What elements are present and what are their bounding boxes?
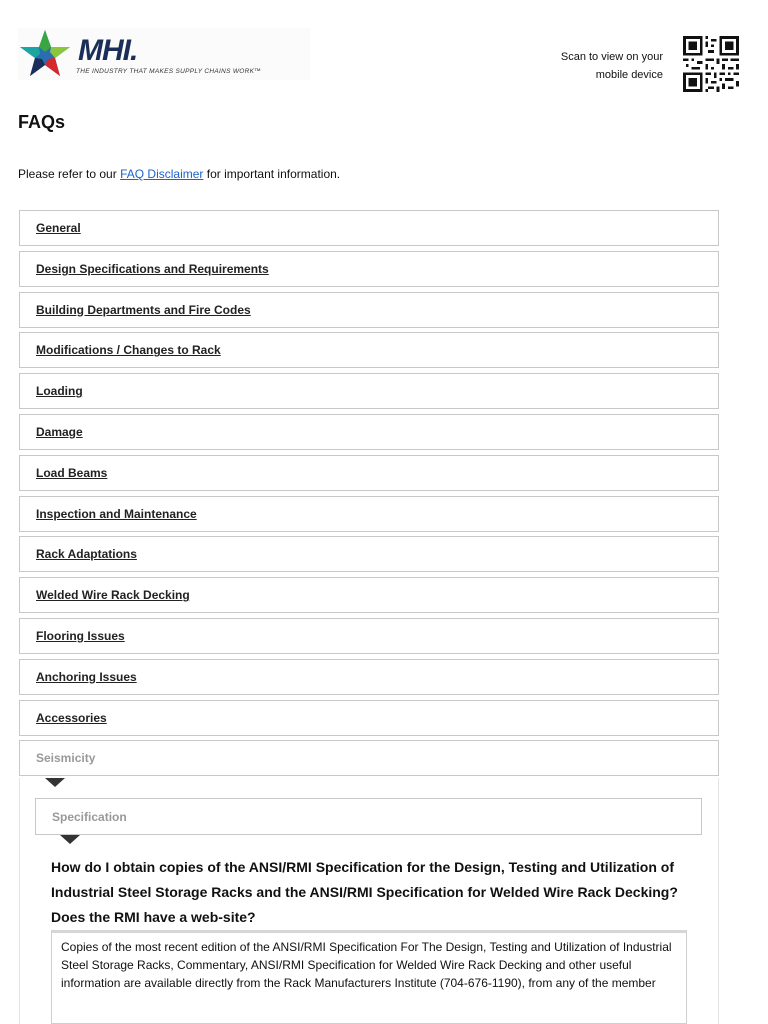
faq-question[interactable]: How do I obtain copies of the ANSI/RMI Specification for the Design, Testing and Utilization of Industrial Steel Storage Racks and the ANSI/RMI Specification for Welded Wire Rack Decking? Does the RMI have a web-site? xyxy=(51,859,678,925)
faq-category-building-departments[interactable] xyxy=(19,292,719,328)
faq-category-loading[interactable] xyxy=(19,373,719,409)
faq-category-seismicity[interactable] xyxy=(19,740,719,776)
faq-category-general[interactable] xyxy=(19,210,719,246)
faq-category-label[interactable]: Rack Adaptations xyxy=(36,547,137,562)
faq-category-label[interactable]: Inspection and Maintenance xyxy=(36,506,197,521)
scan-instructions xyxy=(561,48,663,84)
faq-category-label[interactable]: Anchoring Issues xyxy=(36,669,137,684)
faq-category-modifications[interactable] xyxy=(19,332,719,368)
caret-down-icon xyxy=(60,835,80,844)
faq-category-anchoring[interactable] xyxy=(19,659,719,695)
mhi-logo[interactable] xyxy=(18,28,310,80)
page-header xyxy=(0,0,768,100)
faq-category-label[interactable]: Loading xyxy=(36,384,83,399)
faq-category-label[interactable]: Flooring Issues xyxy=(36,628,125,643)
faq-category-accessories[interactable] xyxy=(19,700,719,736)
faq-category-list xyxy=(19,210,719,776)
faq-category-label[interactable]: Design Specifications and Requirements xyxy=(36,261,269,276)
faq-category-welded-wire[interactable] xyxy=(19,577,719,613)
faq-category-label[interactable]: Load Beams xyxy=(36,465,108,480)
faq-disclaimer-link[interactable]: FAQ Disclaimer xyxy=(120,167,204,181)
faq-category-label[interactable]: Welded Wire Rack Decking xyxy=(36,588,190,603)
logo-tagline: THE INDUSTRY THAT MAKES SUPPLY CHAINS WORK™ xyxy=(76,68,262,75)
caret-down-icon xyxy=(45,778,65,787)
faq-answer: Copies of the most recent edition of the ANSI/RMI Specification For The Design, Testing and Utilization of Industrial Steel Storage Racks, Commentary, ANSI/RMI Specification for Welded Wire Rack Decking and other useful information are available directly from the Rack Manufacturers Institute (704-676-1190), from any of the member xyxy=(51,930,687,1024)
faq-subsection-specification[interactable]: Specification xyxy=(35,798,702,835)
faq-category-rack-adaptations[interactable] xyxy=(19,536,719,572)
faq-category-label[interactable]: Modifications / Changes to Rack xyxy=(36,343,221,358)
faq-category-load-beams[interactable] xyxy=(19,455,719,491)
faq-category-label[interactable]: Damage xyxy=(36,424,83,439)
page-title: FAQs xyxy=(18,112,66,132)
logo-wordmark: MHI. xyxy=(78,34,138,67)
intro-before: Please refer to our xyxy=(18,167,121,181)
faq-category-label[interactable]: Seismicity xyxy=(36,751,96,766)
faq-category-label[interactable]: General xyxy=(36,221,81,235)
scan-line-1: Scan to view on your xyxy=(560,51,663,63)
faq-category-label[interactable]: Building Departments and Fire Codes xyxy=(36,302,251,317)
faq-category-damage[interactable] xyxy=(19,414,719,450)
mhi-star-logo xyxy=(18,28,74,80)
faq-category-design-specifications[interactable] xyxy=(19,251,719,287)
intro-after: for important information. xyxy=(203,167,341,181)
intro-text xyxy=(18,167,340,181)
faq-category-flooring[interactable] xyxy=(19,618,719,654)
faq-category-inspection[interactable] xyxy=(19,496,719,532)
qr-code-icon[interactable] xyxy=(681,36,741,92)
scan-line-2: mobile device xyxy=(595,69,663,81)
faq-category-label[interactable]: Accessories xyxy=(36,710,107,725)
